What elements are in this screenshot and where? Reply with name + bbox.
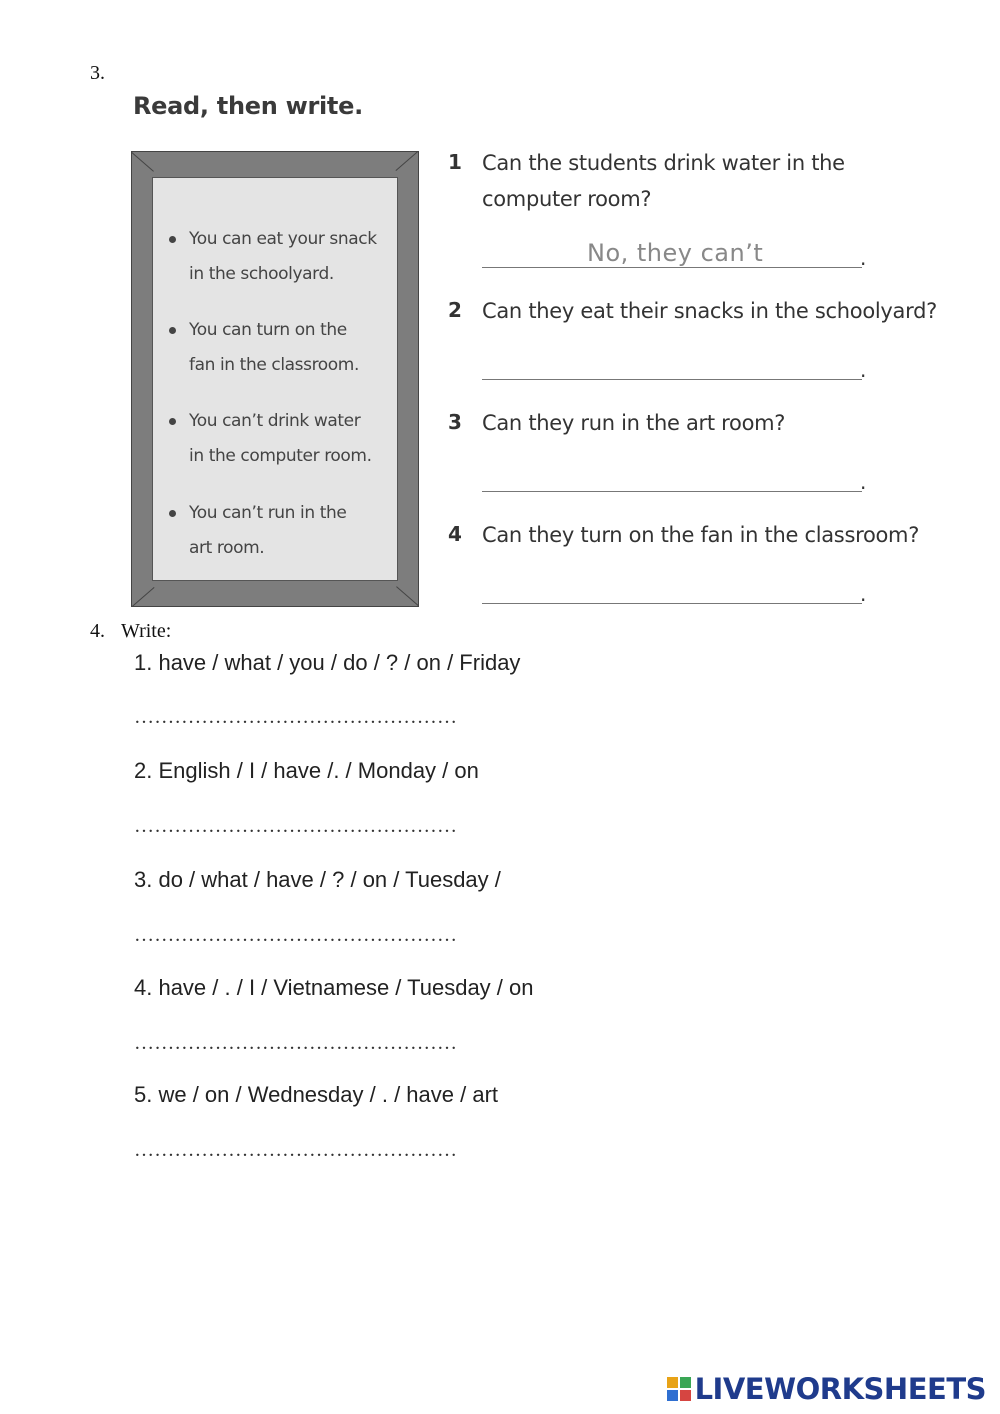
rules-board bbox=[131, 151, 419, 607]
bullet-icon bbox=[169, 418, 176, 425]
scrambled-sentence: 1. have / what / you / do / ? / on / Friday bbox=[134, 650, 521, 675]
question-number: 3 bbox=[448, 410, 462, 434]
section-3-heading: Read, then write. bbox=[133, 92, 363, 120]
answer-field[interactable] bbox=[482, 267, 862, 268]
answer-blank[interactable]: ………………………………………… bbox=[134, 924, 458, 946]
rule-item: You can’t run in the art room. bbox=[189, 496, 399, 566]
answer-field[interactable] bbox=[482, 379, 862, 380]
logo-text: LIVEWORKSHEETS bbox=[694, 1372, 986, 1406]
logo-mark-icon bbox=[667, 1377, 691, 1401]
question-number: 2 bbox=[448, 298, 462, 322]
answer-blank[interactable]: ………………………………………… bbox=[134, 1139, 458, 1161]
answer-field[interactable] bbox=[482, 603, 862, 604]
rule-item: You can’t drink water in the computer room. bbox=[189, 404, 399, 474]
answer-period: . bbox=[860, 246, 867, 270]
section-4-number: 4. bbox=[90, 620, 105, 642]
rule-item: You can turn on the fan in the classroom. bbox=[189, 313, 399, 383]
question-text: Can they run in the art room? bbox=[482, 411, 786, 435]
question-text: Can they turn on the fan in the classroom? bbox=[482, 523, 920, 547]
answer-field[interactable] bbox=[482, 491, 862, 492]
bullet-icon bbox=[169, 510, 176, 517]
question-text: Can they eat their snacks in the schoolyard? bbox=[482, 299, 937, 323]
section-3-number: 3. bbox=[90, 62, 105, 84]
bullet-icon bbox=[169, 236, 176, 243]
answer-blank[interactable]: ………………………………………… bbox=[134, 1032, 458, 1054]
scrambled-sentence: 4. have / . / I / Vietnamese / Tuesday / on bbox=[134, 975, 534, 1000]
question-number: 1 bbox=[448, 150, 462, 174]
rule-item: You can eat your snack in the schoolyard. bbox=[189, 222, 399, 292]
section-4-title: Write: bbox=[121, 620, 172, 642]
answer-period: . bbox=[860, 470, 867, 494]
scrambled-sentence: 5. we / on / Wednesday / . / have / art bbox=[134, 1082, 499, 1107]
answer-blank[interactable]: ………………………………………… bbox=[134, 815, 458, 837]
answer-blank[interactable]: ………………………………………… bbox=[134, 706, 458, 728]
question-text: Can the students drink water in the computer room? bbox=[482, 151, 845, 211]
sample-answer: No, they can’t bbox=[587, 239, 764, 267]
liveworksheets-logo[interactable] bbox=[667, 1372, 986, 1406]
question-number: 4 bbox=[448, 522, 462, 546]
scrambled-sentence: 3. do / what / have / ? / on / Tuesday / bbox=[134, 867, 501, 892]
answer-period: . bbox=[860, 358, 867, 382]
rules-board-panel bbox=[152, 177, 398, 581]
scrambled-sentence: 2. English / I / have /. / Monday / on bbox=[134, 758, 479, 783]
answer-period: . bbox=[860, 582, 867, 606]
bullet-icon bbox=[169, 327, 176, 334]
